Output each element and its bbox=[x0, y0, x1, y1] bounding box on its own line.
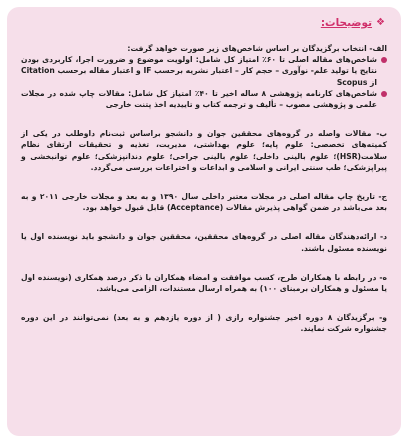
bullet-text: شاخص‌های کارنامه پژوهشی ۸ ساله اخیر تا ۴۰٪ امتیاز کل شامل: مقالات چاپ شده در مجلات علمی و پژوهشی مصوب – تألیف و ترجمه کتاب و تاییدیه اخذ پتنت خارجی bbox=[21, 88, 378, 110]
section-dal-text: د- ارائه‌دهندگان مقاله اصلی در گروه‌های محققین، محققین جوان و دانشجو باید نویسنده اول یا نویسنده مسئول باشند. bbox=[21, 232, 387, 253]
section-vav bbox=[21, 312, 387, 334]
section-be-text: ب- مقالات واصله در گروه‌های محققین جوان و دانشجو براساس ثبت‌نام داوطلب در یکی از کمیته‌های تخصصی: علوم پایه؛ علوم بهداشتی، مدیریت، تغذیه و تحقیقات ارتقای نظام سلامت(HSR)؛ علوم بالینی داخلی؛ علوم بالینی جراحی؛ علوم دندانپزشکی؛ علوم توانبخشی و پیراپزشکی؛ طب سنتی ایرانی و اسلامی و ابداعات و اختراعات بررسی می‌گردد. bbox=[21, 129, 387, 172]
notes-panel bbox=[7, 7, 401, 436]
notes-content bbox=[21, 43, 387, 335]
bullet-item bbox=[21, 54, 387, 88]
section-alef bbox=[21, 43, 387, 110]
section-be bbox=[21, 128, 387, 173]
section-vav-text: و- برگزیدگان ۸ دوره اخیر جشنواره رازی ( از دوره یازدهم و به بعد) نمی‌توانند در این دوره جشنواره شرکت نمایند. bbox=[21, 313, 387, 334]
section-dal bbox=[21, 231, 387, 253]
title-row bbox=[321, 17, 385, 29]
bullet-item bbox=[21, 88, 387, 110]
pink-dot-icon bbox=[381, 91, 387, 97]
diamond-bullet-icon: ❖ bbox=[376, 17, 385, 28]
section-he bbox=[21, 272, 387, 294]
section-jim bbox=[21, 191, 387, 213]
pink-dot-icon bbox=[381, 57, 387, 63]
section-he-text: ه- در رابطه با همکاران طرح، کسب موافقت و امضاء همکاران با ذکر درصد همکاری (نویسنده اول یا مسئول و همکاران برمبنای ۱۰۰) به همراه ارسال مستندات، الزامی می‌باشد. bbox=[21, 272, 387, 294]
section-alef-heading: الف- انتخاب برگزیدگان بر اساس شاخص‌های زیر صورت خواهد گرفت: bbox=[127, 44, 387, 53]
bullet-text: شاخص‌های مقاله اصلی تا ۶۰٪ امتیاز کل شامل: اولویت موضوع و ضرورت اجرا، کاربردی بودن نتایج یا تولید علم- نوآوری – حجم کار – اعتبار نشریه برحسب IF و اعتبار مقاله برحسب Citation از Scopus bbox=[21, 55, 377, 87]
section-title: توضیحات: bbox=[320, 17, 373, 29]
section-jim-text: ج- تاریخ چاپ مقاله اصلی در مجلات معتبر داخلی سال ۱۳۹۰ و به بعد و مجلات خارجی ۲۰۱۱ و به بعد می‌باشد در ضمن گواهی پذیرش مقالات (Acceptance) قابل قبول خواهد بود. bbox=[21, 192, 387, 213]
